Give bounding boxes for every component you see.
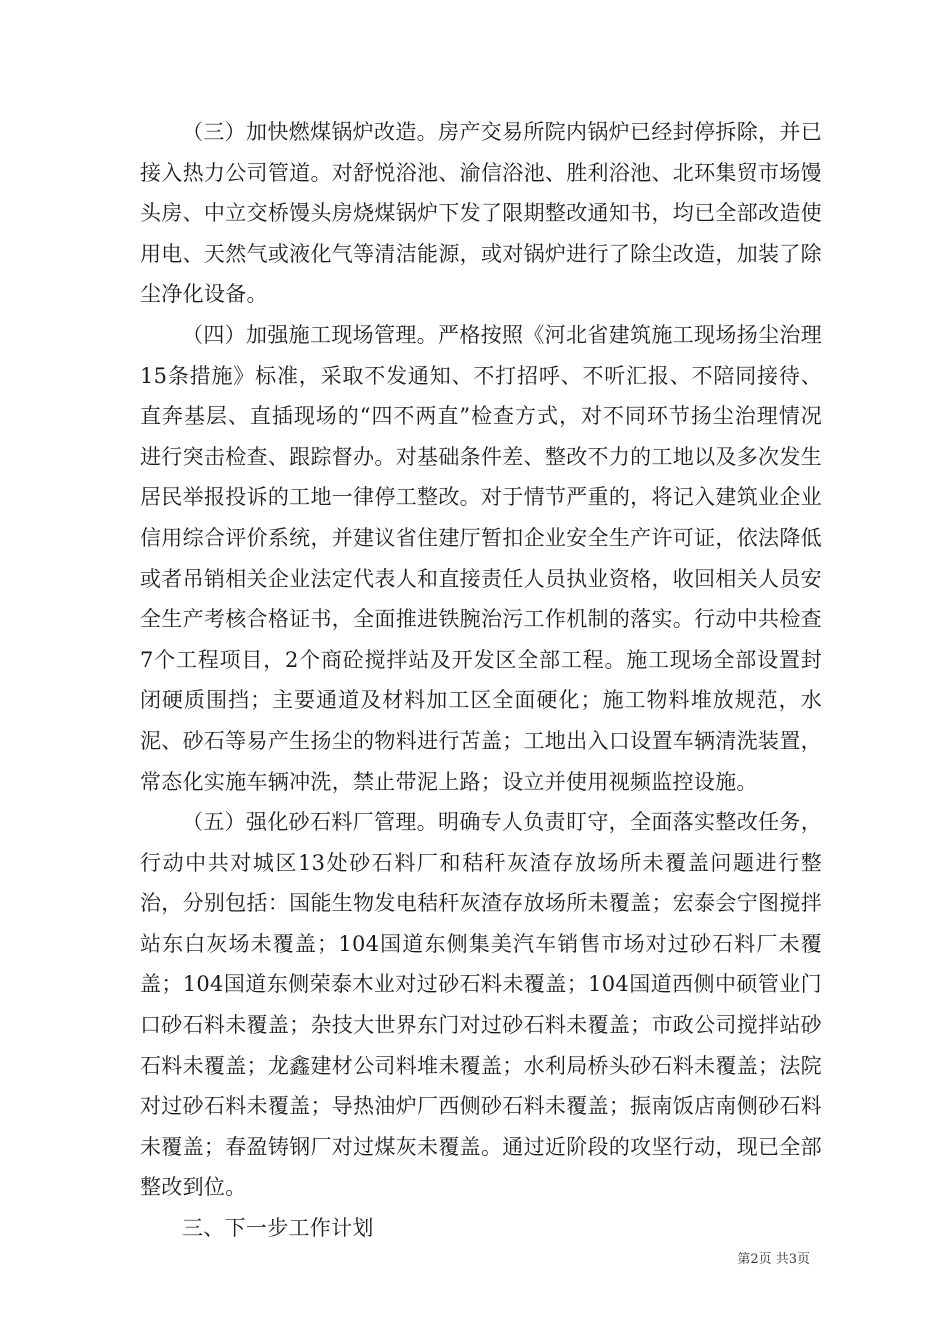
paragraph-construction-site: （四）加强施工现场管理。严格按照《河北省建筑施工现场扬尘治理15条措施》标准，采取不发通知、不打招呼、不听汇报、不陪同接待、直奔基层、直插现场的“四不两直”检查方式，对不同环节扬尘治理情况进行突击检查、跟踪督办。对基础条件差、整改不力的工地以及多次发生居民举报投诉的工地一律停工整改。对于情节严重的，将记入建筑业企业信用综合评价系统，并建议省住建厅暂扣企业安全生产许可证，依法降低或者吊销相关企业法定代表人和直接责任人员执业资格，收回相关人员安全生产考核合格证书，全面推进铁腕治污工作机制的落实。行动中共检查7个工程项目，2个商砼搅拌站及开发区全部工程。施工现场全部设置封闭硬质围挡；主要通道及材料加工区全面硬化；施工物料堆放规范，水泥、砂石等易产生扬尘的物料进行苫盖；工地出入口设置车辆清洗装置，常态化实施车辆冲洗，禁止带泥上路；设立并使用视频监控设施。 (140, 322, 822, 794)
paragraph-boiler-renovation: （三）加快燃煤锅炉改造。房产交易所院内锅炉已经封停拆除，并已接入热力公司管道。对舒悦浴池、渝信浴池、胜利浴池、北环集贸市场馒头房、中立交桥馒头房烧煤锅炉下发了限期整改通知书，均已全部改造使用电、天然气或液化气等清洁能源，或对锅炉进行了除尘改造，加装了除尘净化设备。 (140, 120, 822, 307)
document-body (140, 112, 822, 1249)
page-number: 第2页 共3页 (737, 1252, 810, 1267)
paragraph-gravel-yard: （五）强化砂石料厂管理。明确专人负责盯守，全面落实整改任务，行动中共对城区13处砂石料厂和秸秆灰渣存放场所未覆盖问题进行整治，分别包括：国能生物发电秸秆灰渣存放场所未覆盖；宏泰会宁图搅拌站东白灰场未覆盖；104国道东侧集美汽车销售市场对过砂石料厂未覆盖；104国道东侧荣泰木业对过砂石料未覆盖；104国道西侧中硕管业门口砂石料未覆盖；杂技大世界东门对过砂石料未覆盖；市政公司搅拌站砂石料未覆盖；龙鑫建材公司料堆未覆盖；水利局桥头砂石料未覆盖；法院对过砂石料未覆盖；导热油炉厂西侧砂石料未覆盖；振南饭店南侧砂石料未覆盖；春盈铸钢厂对过煤灰未覆盖。通过近阶段的攻坚行动，现已全部整改到位。 (140, 810, 822, 1200)
section-heading-next-steps: 三、下一步工作计划 (182, 1216, 374, 1241)
